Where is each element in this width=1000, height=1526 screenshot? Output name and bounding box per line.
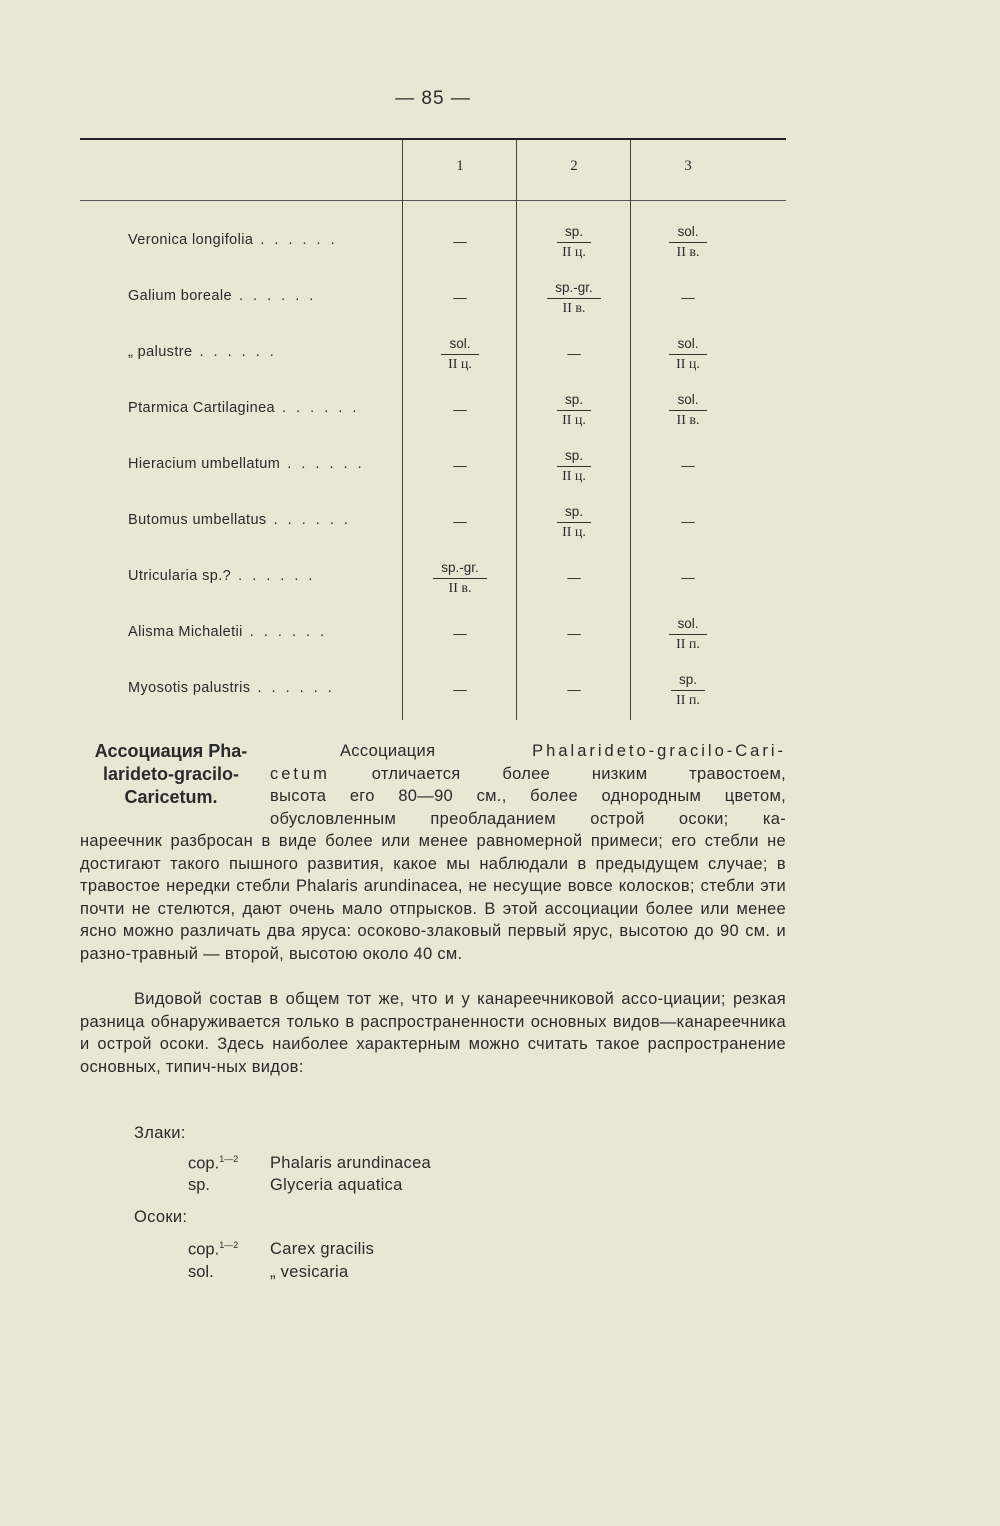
column-header-1: 1 (456, 158, 464, 174)
species-name (128, 400, 359, 416)
table-cell (403, 558, 517, 599)
species-name: Glyceria aquatica (270, 1176, 403, 1194)
table-cell (517, 446, 631, 487)
table-cell (517, 566, 631, 590)
layer-value: II в. (676, 413, 700, 428)
leader-dots: . . . . . . (250, 680, 335, 696)
sedges-label: Осоки: (134, 1208, 188, 1226)
empty-dash: — (453, 626, 467, 641)
paragraph-1-opening (270, 740, 786, 830)
text-span: Ассоциация (340, 742, 533, 760)
abundance-abbr: sp. (188, 1176, 211, 1194)
species-table (80, 138, 786, 720)
layer-value: II в. (676, 245, 700, 260)
leader-dots: . . . . . . (280, 456, 365, 472)
abundance-value: sp. (557, 222, 591, 243)
leader-dots: . . . . . . (231, 568, 316, 584)
species-label: Ptarmica Cartilaginea (128, 400, 276, 416)
layer-value: II в. (562, 301, 586, 316)
table-cell (403, 286, 517, 310)
species-label: Utricularia sp.? (128, 568, 232, 584)
abundance-abbr (188, 1154, 238, 1174)
empty-dash: — (453, 682, 467, 697)
empty-dash: — (567, 346, 581, 361)
abundance-value: sp.-gr. (433, 558, 487, 579)
species-name (128, 232, 338, 248)
empty-dash: — (453, 402, 467, 417)
species-label: Myosotis palustris (128, 680, 251, 696)
empty-dash: — (453, 458, 467, 473)
abundance-value: sp. (557, 502, 591, 523)
text-line (340, 740, 786, 763)
empty-dash: — (681, 570, 695, 585)
table-cell (631, 510, 745, 534)
species-label: Alisma Michaletii (128, 624, 243, 640)
species-name (128, 344, 277, 360)
abundance-value: sp. (557, 390, 591, 411)
species-name: Phalaris arundinacea (270, 1154, 432, 1172)
heading-line: Caricetum. (124, 787, 218, 807)
association-name: Phalarideto-gracilo-Cari- (532, 742, 786, 760)
species-name: Carex gracilis (270, 1240, 375, 1258)
table-cell (631, 390, 745, 431)
table-cell (631, 670, 745, 711)
column-header-3: 3 (684, 158, 692, 174)
text-line: обусловленным преобладанием острой осоки; ка- (270, 809, 786, 828)
table-cell (517, 222, 631, 263)
abundance-value: sp. (671, 670, 705, 691)
abundance-abbr: sol. (188, 1263, 214, 1281)
abundance-value: sp. (557, 446, 591, 467)
species-name (128, 456, 365, 472)
text-line: высота его 80—90 см., более однородным цветом, (270, 787, 786, 806)
abundance-value: sol. (669, 334, 706, 355)
layer-value: II ц. (562, 413, 586, 428)
species-label: Galium boreale (128, 288, 232, 304)
leader-dots: . . . . . . (266, 512, 351, 528)
text-line (270, 763, 786, 786)
table-cell (631, 566, 745, 590)
layer-value: II ц. (562, 245, 586, 260)
paragraph-2: Видовой состав в общем тот же, что и у канареечниковой ассо-циации; резкая разница обнаруживается только в распространенности основных видов—канареечника и острой осоки. Здесь наиболее характерным можно считать такое распространение основных, типич-ных видов: (80, 990, 786, 1076)
text-span: отличается более низким травостоем, (329, 764, 786, 783)
grasses-label: Злаки: (134, 1124, 186, 1142)
empty-dash: — (453, 514, 467, 529)
heading-line: larideto-gracilo- (102, 764, 240, 784)
leader-dots: . . . . . . (275, 400, 360, 416)
table-header-rule (80, 200, 786, 201)
table-cell (403, 622, 517, 646)
abbr-superscript: 1—2 (219, 1154, 239, 1164)
table-cell (517, 390, 631, 431)
table-cell (403, 454, 517, 478)
abundance-value: sol. (669, 390, 706, 411)
table-cell (517, 342, 631, 366)
abbr-superscript: 1—2 (219, 1240, 239, 1250)
table-cell (517, 622, 631, 646)
table-cell (517, 278, 631, 319)
species-label: Butomus umbellatus (128, 512, 267, 528)
species-name (128, 680, 335, 696)
table-cell (517, 502, 631, 543)
abundance-value: sp.-gr. (547, 278, 601, 299)
layer-value: II ц. (562, 525, 586, 540)
empty-dash: — (567, 626, 581, 641)
table-cell (631, 222, 745, 263)
empty-dash: — (567, 570, 581, 585)
species-name (128, 512, 351, 528)
empty-dash: — (681, 458, 695, 473)
leader-dots: . . . . . . (242, 624, 328, 640)
paragraph-1-continuation: нареечник разбросан в виде более или менее равномерной примеси; его стебли не достигают такого пышного развития, какое мы наблюдали в предыдущем случае; в травостое нередки стебли Phalaris arundinacea, не несущие вовсе колосков; стебли эти почти не стелются, дают очень мало отпрысков. В этой ассоциации более или менее ясно можно различать два яруса: осоково-злаковый первый ярус, высотою до 90 см. и разно-травный — второй, высотою около 40 см. (80, 832, 786, 963)
table-cell (631, 334, 745, 375)
species-label: „ palustre (128, 344, 193, 360)
species-label: Veronica longifolia (128, 232, 254, 248)
layer-value: II ц. (448, 357, 472, 372)
abbr-text: cop. (188, 1240, 220, 1259)
empty-dash: — (567, 682, 581, 697)
leader-dots: . . . . . . (231, 288, 317, 304)
table-cell (403, 334, 517, 375)
table-cell (403, 510, 517, 534)
species-name: „ vesicaria (270, 1263, 349, 1281)
leader-dots: . . . . . . (253, 232, 338, 248)
abundance-value: sol. (669, 614, 706, 635)
empty-dash: — (681, 290, 695, 305)
heading-line: Ассоциация Pha- (94, 741, 248, 761)
layer-value: II п. (676, 637, 700, 652)
leader-dots: . . . . . . (192, 344, 277, 360)
layer-value: II ц. (676, 357, 700, 372)
table-top-rule (80, 138, 786, 140)
column-header-2: 2 (570, 158, 578, 174)
section-side-heading (80, 740, 262, 809)
empty-dash: — (453, 234, 467, 249)
page-number: — 85 — (395, 88, 471, 109)
layer-value: II в. (448, 581, 472, 596)
table-cell (403, 398, 517, 422)
species-name (128, 568, 315, 584)
species-name (128, 288, 316, 304)
table-cell (517, 678, 631, 702)
table-cell (403, 230, 517, 254)
table-cell (631, 454, 745, 478)
association-name: cetum (270, 764, 330, 783)
table-cell (631, 614, 745, 655)
species-name (128, 624, 327, 640)
empty-dash: — (681, 514, 695, 529)
table-cell (631, 286, 745, 310)
layer-value: II ц. (562, 469, 586, 484)
abundance-value: sol. (441, 334, 478, 355)
layer-value: II п. (676, 693, 700, 708)
abundance-abbr (188, 1240, 238, 1260)
abundance-value: sol. (669, 222, 706, 243)
species-label: Hieracium umbellatum (128, 456, 281, 472)
table-cell (403, 678, 517, 702)
empty-dash: — (453, 290, 467, 305)
abbr-text: cop. (188, 1154, 220, 1173)
